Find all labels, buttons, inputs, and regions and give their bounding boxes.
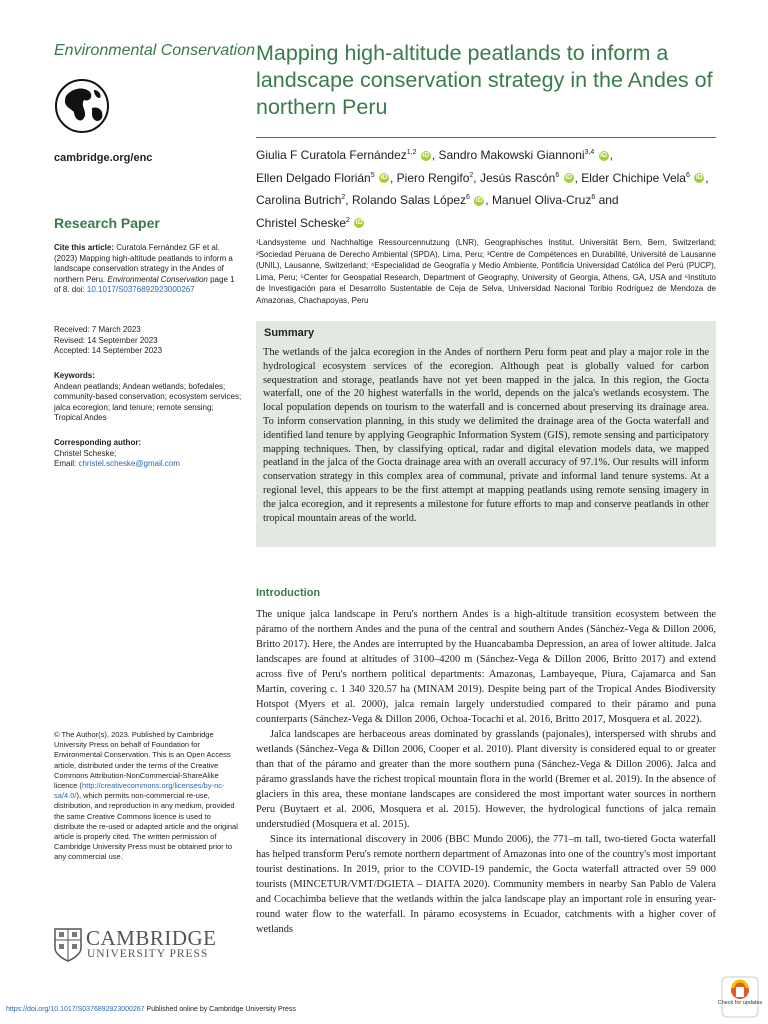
author[interactable]: Sandro Makowski Giannoni$^{3,4}$ iD , bbox=[438, 148, 613, 162]
orcid-icon[interactable]: iD bbox=[565, 174, 573, 182]
received-date: Received: 7 March 2023 bbox=[54, 325, 141, 334]
keywords-block bbox=[54, 371, 242, 424]
license-text bbox=[54, 730, 242, 863]
introduction-heading: Introduction bbox=[256, 587, 321, 599]
summary-heading: Summary bbox=[264, 327, 315, 339]
journal-name: Environmental Conservation bbox=[54, 42, 255, 59]
corresp-email-link[interactable]: christel.scheske@gmail.com bbox=[78, 459, 180, 468]
globe-icon bbox=[54, 78, 110, 134]
author[interactable]: Giulia F Curatola Fernández$^{1,2}$ iD , bbox=[256, 148, 439, 162]
cup-logo-line2: UNIVERSITY PRESS bbox=[87, 948, 209, 960]
article-type: Research Paper bbox=[54, 215, 160, 231]
author[interactable]: Rolando Salas López$^6$ iD , bbox=[351, 193, 492, 207]
orcid-icon[interactable]: iD bbox=[695, 174, 703, 182]
introduction-body bbox=[256, 607, 716, 937]
check-for-updates-label[interactable]: Check for updates bbox=[717, 1000, 763, 1006]
dates-block bbox=[54, 325, 242, 357]
author[interactable]: Carolina Butrich$^2$, bbox=[256, 193, 352, 207]
article-title: Mapping high-altitude peatlands to inform a landscape conservation strategy in the Andes of northern Peru bbox=[256, 41, 713, 119]
footer-doi bbox=[6, 1006, 296, 1013]
license-text-part1: © The Author(s), 2023. Published by Cambridge University Press on behalf of Foundation for Environmental Conservation. This is an Open Access article, distributed under the terms of the Creative Commons Attribution-NonCommercial-ShareAlike licence ( bbox=[54, 730, 231, 791]
summary-text: The wetlands of the jalca ecoregion in the Andes of northern Peru form peat and play a major role in the hydrological ecosystem services of the ecoregion. Although peat is globally valued for carbon sequestration and storage, peatlands have not yet been mapped in the jalca. In this region, the Gocta waterfall, one of the 20 highest waterfalls in the world, depends on the jalca's wetlands ecosystem. The local population depends on tourism to the waterfall and is concerned about preserving its drainage area. To inform conservation planning, in this study we delimited the drainage area of the Gocta waterfall and identified land tenure by applying Geographic Information System (GIS), remote sensing and participatory mapping techniques. Then, by classifying optical, radar and digital elevation models data, we mapped peatland in the jalca of the Gocta drainage area with an overall accuracy of 97.1%. Our results will inform conservation strategy in this complex area of communal, private and informal land tenure systems. At a regional level, this appears to be the first attempt at mapping peatlands using remote sensing imagery in the jalca ecoregion, and it represents a milestone for future efforts to map and conserve peatlands in other tropical mountain areas of the world. bbox=[263, 347, 709, 524]
author[interactable]: Ellen Delgado Florián$^5$ iD , bbox=[256, 170, 397, 185]
affiliations: ¹Landsysteme und Nachhaltige Ressourcennutzung (LNR), Geographisches Institut, Universität Bern, Bern, Switzerland; ²Sociedad Peruana de Derecho Ambiental (SPDA), Lima, Peru; ³Centre de Compétences en Durabilité, Université de Lausanne (UNIL), Lausanne, Switzerland; ⁴Especialidad de Geografía y Medio Ambiente, Pontificia Universidad Católica del Perú (PUCP), Lima, Peru; ⁵Center for Geospatial Research, Department of Geography, University of Georgia, Athens, GA, USA and ⁶Instituto de Investigación para el Desarrollo Sustentable de Ceja de Selva, Universidad Nacional Toribio Rodríguez de Mendoza de Amazonas, Chachapoyas, Peru bbox=[256, 238, 716, 305]
orcid-icon[interactable]: iD bbox=[475, 196, 483, 204]
author-list bbox=[256, 143, 726, 233]
corresp-name: Christel Scheske; bbox=[54, 448, 117, 458]
title-divider bbox=[256, 137, 716, 138]
license-link[interactable]: http://creativecommons.org/licenses/by-nc-sa/4.0/ bbox=[54, 781, 225, 801]
cite-journal: Environmental Conservation bbox=[107, 274, 208, 284]
cite-page: page 1 of 8. doi: bbox=[54, 274, 235, 294]
cite-text: Curatola Fernández GF et al. (2023) Mapping high-altitude peatlands to inform a landscape conservation strategy in the Andes of northern Peru. bbox=[54, 243, 233, 284]
citation-block bbox=[54, 243, 242, 296]
accepted-date: Accepted: 14 September 2023 bbox=[54, 346, 163, 355]
cup-logo-line1: CAMBRIDGE bbox=[86, 926, 217, 950]
license-text-part2: ), which permits non-commercial re-use, distribution, and reproduction in any medium, provided the same Creative Commons licence is used to distribute the re-used or adapted article and the original article is properly cited. The written permission of Cambridge University Press must be obtained prior to any commercial use. bbox=[54, 791, 238, 862]
keywords-list: Andean peatlands; Andean wetlands; bofedales; community-based conservation; ecosystem services; jalca ecoregion; land tenure; remote sensing; Tropical Andes bbox=[54, 381, 242, 422]
check-for-updates-icon[interactable] bbox=[721, 976, 759, 1018]
corresp-label: Corresponding author: bbox=[54, 438, 142, 447]
footer-text: Published online by Cambridge University Press bbox=[144, 1006, 296, 1013]
corresp-email-label: Email: bbox=[54, 459, 77, 468]
revised-date: Revised: 14 September 2023 bbox=[54, 335, 158, 345]
intro-paragraph: The unique jalca landscape in Peru's northern Andes is a high-altitude transition ecosystem between the páramo of the northern Andes and the puna of the central and southern Andes (Sánchez-Vega & Dillon 2006, Britto 2017). Here, the Andes are interrupted by the Huancabamba Depression, an area of lower altitude. Jalca landscapes are found at altitudes of 3100–4200 m (Sánchez-Vega & Dillon 2006, Britto 2017) and extend across five of Peru's northern political departments: Amazonas, Lambayeque, Piura, Cajamarca and San Martín, covering c. 1 340 320.57 ha (MINAM 2019). Despite being part of the Tropical Andes Biodiversity Hotspot (Myers et al. 2000), jalca remain largely understudied compared to their páramo and puna counterparts (Sánchez-Vega & Dillon 2006, Ochoa-Tocachi et al. 2016, Britto 2017, Mosquera et al. 2022). bbox=[256, 609, 716, 725]
author[interactable]: Piero Rengifo$^2$, bbox=[396, 170, 480, 185]
journal-url[interactable]: cambridge.org/enc bbox=[54, 152, 153, 164]
author[interactable]: Elder Chichipe Vela$^6$ iD , bbox=[581, 170, 709, 185]
author[interactable]: Jesús Rascón$^6$ iD , bbox=[479, 170, 582, 185]
cup-shield-icon bbox=[54, 928, 82, 962]
corresponding-author-block bbox=[54, 438, 242, 470]
orcid-icon[interactable]: iD bbox=[355, 219, 363, 227]
intro-paragraph: Jalca landscapes are herbaceous areas dominated by grasslands (pajonales), interspersed with shrubs and wetlands (Sánchez-Vega & Dillon 2006, Cooper et al. 2010). Plant diversity is considered equal to or greater than that of the páramo and greater than the more southern puna (Sánchez-Vega & Dillon 2006). Jalca and páramo grasslands have the richest tropical mountain flora in the world (Bremer et al. 2019). In the absence of glaciers in this area, these montane landscapes are considered the most important water sources in northern Peru (Buytaert et al. 2006, Mosquera et al. 2015). However, the hydrological functions of jalca remain understudied (Mosquera et al. 2015). bbox=[256, 729, 716, 830]
cambridge-university-press-logo bbox=[54, 926, 224, 966]
author[interactable]: Manuel Oliva-Cruz$^6$ and bbox=[491, 193, 619, 207]
orcid-icon[interactable]: iD bbox=[380, 174, 388, 182]
cite-doi-link[interactable]: 10.1017/S0376892923000267 bbox=[86, 285, 195, 294]
footer-doi-link[interactable]: https://doi.org/10.1017/S0376892923000267 bbox=[6, 1006, 145, 1013]
orcid-icon[interactable]: iD bbox=[600, 151, 608, 159]
cite-label: Cite this article: bbox=[54, 243, 115, 252]
orcid-icon[interactable]: iD bbox=[422, 151, 430, 159]
intro-paragraph: Since its international discovery in 2006 (BBC Mundo 2006), the 771–m tall, two-tiered Gocta waterfall has helped transform Peru's remote northern department of Amazonas into one of the country's most important tourist destinations. In 2019, prior to the COVID-19 pandemic, the Gocta waterfall attracted over 59 000 tourists (MINCETUR/VMT/DGIETA – DIAITA 2020). Community members in nearby San Pablo de Valera and Cocachimba believe that the wetlands within the jalca landscape play an important role in ensuring year-round water flow to the waterfall. In páramo ecosystems in Ecuador, catchments with a higher cover of wetlands bbox=[256, 834, 716, 935]
keywords-label: Keywords: bbox=[54, 371, 95, 380]
author[interactable]: Christel Scheske$^2$ iD bbox=[256, 215, 363, 230]
